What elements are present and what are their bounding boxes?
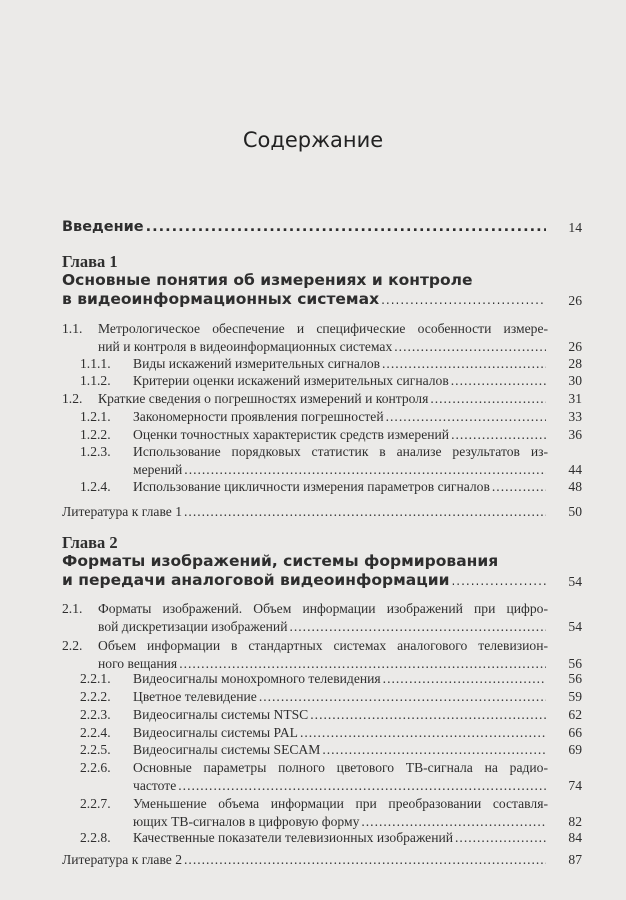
entry-text: мерений <box>133 461 183 477</box>
toc-page: 48 <box>568 479 582 494</box>
entry-text: частоте <box>133 777 177 793</box>
toc-page: 54 <box>568 618 582 634</box>
entry-text: Метрологическое обеспечение и специфические особенности измере- <box>98 321 548 336</box>
toc-entry <box>62 741 582 759</box>
entry-text: ний и контроля в видеоинформационных системах <box>98 338 393 354</box>
dot-leader <box>300 724 546 742</box>
dot-leader <box>259 688 546 706</box>
toc-entry <box>62 372 582 390</box>
chapter-number: Глава 2 <box>62 533 118 552</box>
toc-entry <box>62 724 582 742</box>
dot-leader <box>455 829 546 847</box>
entry-number: 1.1. <box>62 321 83 336</box>
toc-entry <box>62 443 582 478</box>
entry-number: 2.1. <box>62 601 83 616</box>
toc-page: 87 <box>568 852 582 867</box>
toc-page: 36 <box>568 427 582 442</box>
toc-entry <box>62 408 582 426</box>
dot-leader <box>451 426 546 444</box>
dot-leader <box>381 291 546 310</box>
chapter-number: Глава 1 <box>62 252 118 271</box>
toc-page: 54 <box>568 574 582 589</box>
toc-entry <box>62 637 582 672</box>
toc-entry <box>62 320 582 355</box>
entry-text: Объем информации в стандартных системах аналогового телевизион- <box>98 638 548 653</box>
entry-text: ного вещания <box>98 655 178 671</box>
entry-number: 2.2.1. <box>80 671 111 686</box>
entry-number: 1.2.2. <box>80 427 111 442</box>
toc-page: 59 <box>568 689 582 704</box>
toc-page: 28 <box>568 356 582 371</box>
dot-leader <box>386 408 546 426</box>
entry-number: 2.2.5. <box>80 742 111 757</box>
toc-entry <box>62 688 582 706</box>
chapter-title-line: в видеоинформационных системах <box>62 290 380 308</box>
toc-page: 82 <box>568 813 582 829</box>
dot-leader <box>492 478 546 496</box>
toc-page: 50 <box>568 504 582 519</box>
toc-page: 62 <box>568 707 582 722</box>
toc-page: 56 <box>568 671 582 686</box>
entry-number: 1.1.2. <box>80 373 111 388</box>
toc-page: 14 <box>568 220 582 235</box>
dot-leader <box>310 706 546 724</box>
toc-literature <box>62 851 582 869</box>
entry-text: Видеосигналы системы SECAM <box>133 742 321 757</box>
chapter-title-line: Форматы изображений, системы формирования <box>62 552 499 570</box>
toc-entry <box>62 390 582 408</box>
entry-text: вой дискретизации изображений <box>98 618 288 634</box>
entry-text: Видеосигналы монохромного телевидения <box>133 671 381 686</box>
entry-text: Видеосигналы системы NTSC <box>133 707 309 722</box>
entry-text: Основные параметры полного цветового ТВ-сигнала на радио- <box>133 760 548 775</box>
entry-number: 2.2.4. <box>80 725 111 740</box>
dot-leader <box>382 355 546 373</box>
dot-leader <box>361 813 546 831</box>
entry-text: Использование цикличности измерения параметров сигналов <box>133 479 490 494</box>
dot-leader <box>451 572 546 591</box>
chapter-title-line: и передачи аналоговой видеоинформации <box>62 571 450 589</box>
toc-page: 74 <box>568 777 582 793</box>
toc-entry <box>62 426 582 444</box>
chapter-heading <box>62 252 582 310</box>
dot-leader <box>394 338 546 356</box>
entry-number: 1.2.4. <box>80 479 111 494</box>
entry-text: Видеосигналы системы PAL <box>133 725 298 740</box>
dot-leader <box>322 741 546 759</box>
toc-page: 84 <box>568 830 582 845</box>
entry-text: Виды искажений измерительных сигналов <box>133 356 381 371</box>
entry-text: Краткие сведения о погрешностях измерений и контроля <box>98 391 429 406</box>
toc-label: Введение <box>62 219 144 235</box>
chapter-title-line: Основные понятия об измерениях и контроле <box>62 271 473 289</box>
toc-entry <box>62 600 582 635</box>
dot-leader <box>184 851 546 869</box>
page-title: Содержание <box>242 128 384 152</box>
entry-text: Литература к главе 1 <box>62 504 183 519</box>
entry-text: Цветное телевидение <box>133 689 257 704</box>
toc-intro <box>62 219 582 237</box>
entry-text: Закономерности проявления погрешностей <box>133 409 384 424</box>
dot-leader <box>383 670 546 688</box>
entry-number: 2.2.8. <box>80 830 111 845</box>
toc-page: 56 <box>568 655 582 671</box>
entry-number: 1.1.1. <box>80 356 111 371</box>
toc-page: 66 <box>568 725 582 740</box>
dot-leader <box>146 219 546 237</box>
toc-entry <box>62 795 582 830</box>
toc-entry <box>62 478 582 496</box>
toc-page: 26 <box>568 293 582 308</box>
dot-leader <box>184 461 546 479</box>
toc-page: 69 <box>568 742 582 757</box>
entry-text: Форматы изображений. Объем информации изображений при цифро- <box>98 601 548 616</box>
toc-entry <box>62 706 582 724</box>
entry-text: Использование порядковых статистик в анализе результатов из- <box>133 444 548 459</box>
entry-number: 2.2.6. <box>80 760 111 775</box>
entry-text: Уменьшение объема информации при преобразовании составля- <box>133 796 548 811</box>
entry-number: 1.2.3. <box>80 444 111 459</box>
dot-leader <box>289 618 546 636</box>
toc-page: 26 <box>568 338 582 354</box>
entry-text: ющих ТВ-сигналов в цифровую форму <box>133 813 360 829</box>
entry-number: 2.2.7. <box>80 796 111 811</box>
entry-number: 2.2.2. <box>80 689 111 704</box>
toc-page: 30 <box>568 373 582 388</box>
dot-leader <box>178 777 546 795</box>
entry-text: Оценки точностных характеристик средств измерений <box>133 427 450 442</box>
entry-text: Качественные показатели телевизионных изображений <box>133 830 454 845</box>
dot-leader <box>184 503 546 521</box>
entry-number: 1.2.1. <box>80 409 111 424</box>
entry-number: 2.2. <box>62 638 83 653</box>
toc-entry <box>62 759 582 794</box>
toc-page: 33 <box>568 409 582 424</box>
toc-page: 31 <box>568 391 582 406</box>
toc-literature <box>62 503 582 521</box>
entry-text: Критерии оценки искажений измерительных сигналов <box>133 373 449 388</box>
dot-leader <box>430 390 546 408</box>
toc-page: 44 <box>568 461 582 477</box>
toc-entry <box>62 355 582 373</box>
toc-entry <box>62 829 582 847</box>
dot-leader <box>451 372 546 390</box>
entry-number: 1.2. <box>62 391 83 406</box>
chapter-heading <box>62 533 582 591</box>
toc-entry <box>62 670 582 688</box>
entry-number: 2.2.3. <box>80 707 111 722</box>
entry-text: Литература к главе 2 <box>62 852 183 867</box>
